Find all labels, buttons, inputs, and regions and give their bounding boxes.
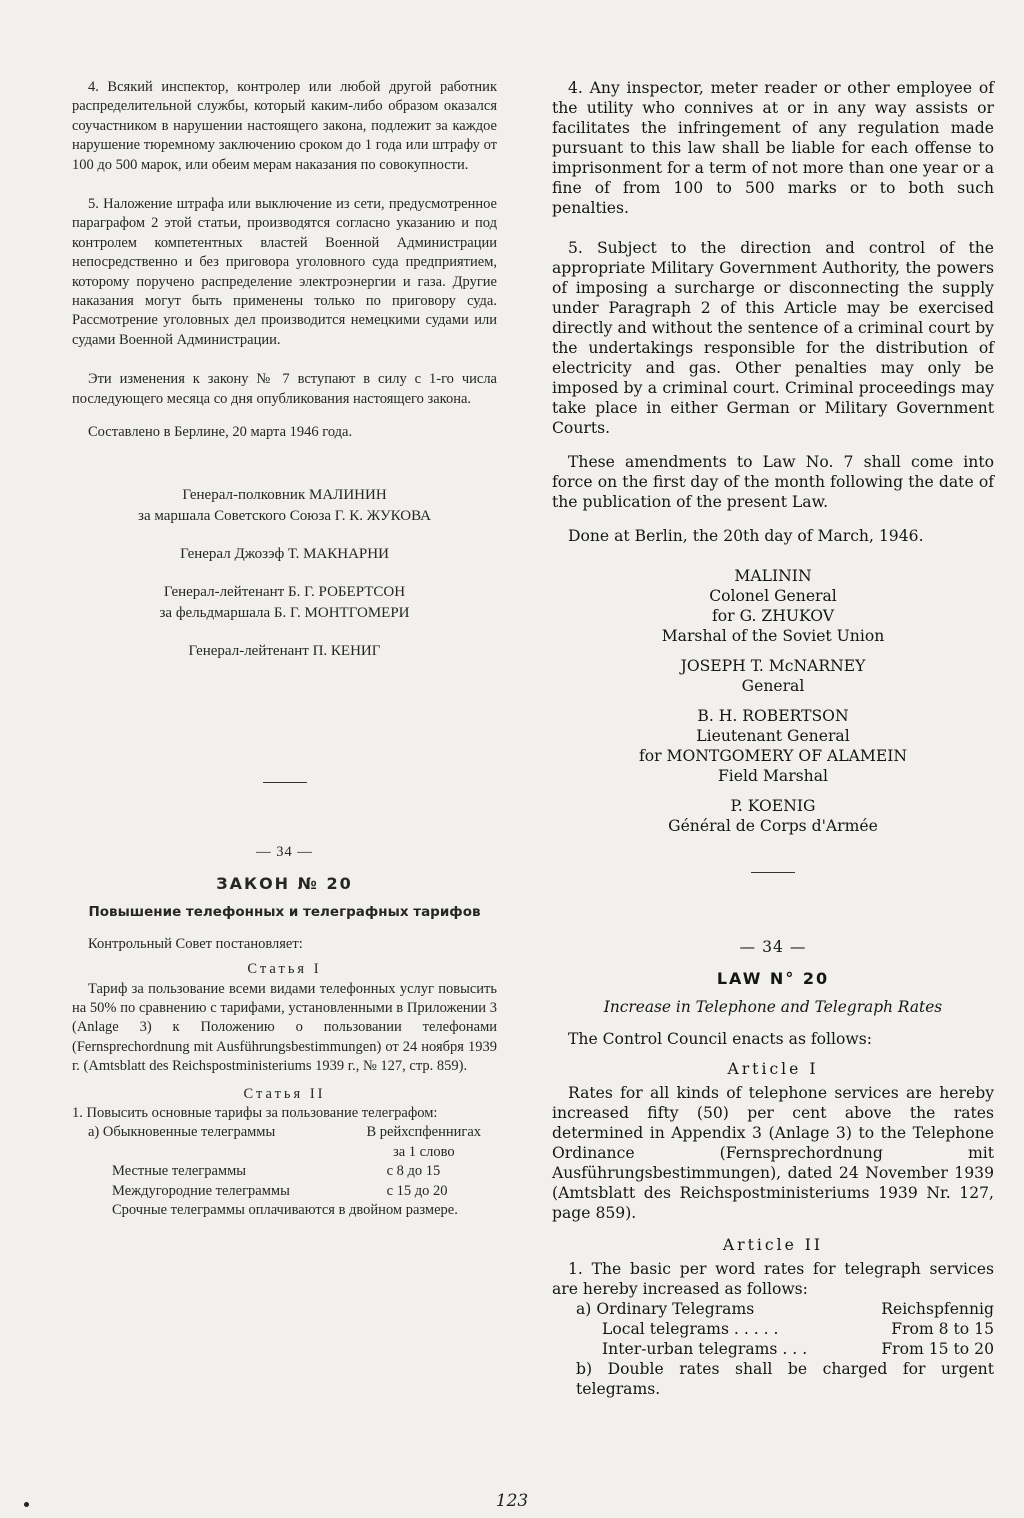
ru-signature-koenig: Генерал-лейтенант П. КЕНИГ <box>188 642 381 659</box>
en-signature-mcnarney-rank: General <box>741 677 805 695</box>
en-signature-mcnarney: JOSEPH T. McNARNEY <box>680 657 866 675</box>
ru-paragraph-5: 5. Наложение штрафа или выключение из сети, предусмотренное параграфом 2 этой статьи, производятся согласно указанию и под контролем компетентных властей Военной Администрации непосредственно и без приговора уголовного суда предприятием, которому поручено распределение электроэнергии и газа. Другие наказания могут быть применены только по приговору суда. Рассмотрение уголовных дел производится немецкими судами или судами Военной Администрации. <box>72 196 497 348</box>
ru-rates-ordinary: а) Обыкновенные телеграммы <box>88 1124 276 1141</box>
ru-urgent-note: Срочные телеграммы оплачиваются в двойном размере. <box>112 1202 458 1218</box>
ru-rates-unit: В рейхспфеннигах <box>366 1124 482 1141</box>
en-signature-montgomery-rank: Field Marshal <box>717 767 828 785</box>
ru-signature-zhukov: за маршала Советского Союза Г. К. ЖУКОВА <box>138 507 431 524</box>
en-rates-ordinary: a) Ordinary Telegrams <box>576 1300 755 1318</box>
en-signature-montgomery: for MONTGOMERY OF ALAMEIN <box>638 747 908 765</box>
russian-column <box>72 78 497 1220</box>
en-rates-table <box>552 1299 994 1359</box>
en-law-title: LAW N° 20 <box>716 969 830 988</box>
table-row <box>552 1339 994 1359</box>
en-local-value: From 8 to 15 <box>891 1320 994 1338</box>
table-row <box>72 1182 497 1201</box>
ru-signature-mcnarney: Генерал Джозэф Т. МАКНАРНИ <box>180 545 389 562</box>
en-signature-koenig-rank: Général de Corps d'Armée <box>668 817 878 835</box>
en-inter-value: From 15 to 20 <box>881 1340 994 1358</box>
scan-speck <box>24 1502 29 1507</box>
en-local-label: Local telegrams . . . . . <box>602 1320 779 1338</box>
en-signatures <box>552 566 994 836</box>
ru-signature-montgomery: за фельдмаршала Б. Г. МОНТГОМЕРИ <box>159 604 410 621</box>
ru-inter-value: с 15 до 20 <box>386 1182 448 1199</box>
ru-article-1-text: Тариф за пользование всеми видами телефонных услуг повысить на 50% по сравнению с тарифами, установленными в Приложении 3 (Anlage 3) к Положению о пользовании телефонами (Fernsprechordnung mit Ausführungsbestimmungen) от 24 ноября 1939 г. (Amtsblatt des Reichspostministeriums 1939 г., № 127, стр. 859). <box>72 980 497 1075</box>
ru-enacts: Контрольный Совет постановляет: <box>88 935 303 952</box>
en-page-marker: — 34 — <box>739 938 807 956</box>
ru-article-1-heading: Статья I <box>247 961 322 978</box>
en-signature-robertson-rank: Lieutenant General <box>696 727 850 745</box>
en-signature-malinin: MALININ <box>734 567 812 585</box>
en-paragraph-5: 5. Subject to the direction and control of the appropriate Military Government Authority, the powers of imposing a surcharge or disconnecting the supply under Paragraph 2 of this Article may be exercised directly and without the sentence of a criminal court by the undertakings responsible for the distribution of electricity and gas. Other penalties may only be imposed by a criminal court. Criminal proceedings may take place in either German or Military Government Courts. <box>552 239 994 437</box>
en-article-1-text: Rates for all kinds of telephone services are hereby increased fifty (50) per cent above the rates determined in Appendix 3 (Anlage 3) to the Telephone Ordinance (Fernsprechordnung mit Ausführungsbestimmungen), dated 24 November 1939 (Amtsblatt des Reichspostministeriums 1939 Nr. 127, page 859). <box>552 1084 994 1222</box>
en-article-2-text: 1. The basic per word rates for telegraph services are hereby increased as follows: <box>552 1260 994 1298</box>
en-article-1-heading: Article I <box>727 1060 819 1078</box>
ru-rates-unit-per-word: за 1 слово <box>392 1143 455 1160</box>
ru-inter-label: Междугородние телеграммы <box>112 1182 290 1199</box>
en-signature-koenig: P. KOENIG <box>730 797 816 815</box>
en-signature-malinin-rank: Colonel General <box>709 587 837 605</box>
en-enacts: The Control Council enacts as follows: <box>568 1030 873 1048</box>
ru-local-label: Местные телеграммы <box>112 1163 247 1180</box>
table-row <box>552 1319 994 1339</box>
en-signature-zhukov-rank: Marshal of the Soviet Union <box>661 627 885 645</box>
ru-article-2-heading: Статья II <box>243 1085 326 1102</box>
ru-amendment-note: Эти изменения к закону № 7 вступают в силу с 1-го числа последующего месяца со дня опубликования настоящего закона. <box>72 371 497 407</box>
ru-signature-malinin: Генерал-полковник МАЛИНИН <box>182 486 387 503</box>
english-column <box>552 78 994 1399</box>
en-inter-label: Inter-urban telegrams . . . <box>602 1340 808 1358</box>
en-signature-zhukov: for G. ZHUKOV <box>712 607 834 625</box>
en-amendment-note: These amendments to Law No. 7 shall come into force on the first day of the month following the date of the publication of the present Law. <box>552 453 994 511</box>
en-article-2-heading: Article II <box>722 1236 824 1254</box>
ru-rates-table <box>72 1123 497 1201</box>
en-law-subtitle: Increase in Telephone and Telegraph Rates <box>603 998 943 1016</box>
en-paragraph-4: 4. Any inspector, meter reader or other employee of the utility who connives at or in any way assists or facilitates the infringement of any regulation made pursuant to this law shall be liable for each offense to imprisonment for a term of not more than one year or a fine of from 100 to 500 marks or to both such penalties. <box>552 79 994 217</box>
ru-signatures <box>72 485 497 662</box>
en-signature-robertson: B. H. ROBERTSON <box>697 707 849 725</box>
ru-article-2-text: 1. Повысить основные тарифы за пользование телеграфом: <box>72 1104 438 1121</box>
ru-paragraph-4: 4. Всякий инспектор, контролер или любой другой работник распределительной службы, который каким-либо образом оказался соучастником в нарушении настоящего закона, подлежит за каждое нарушение тюремному заключению сроком до 1 года или штрафу от 100 до 500 марок, или обеим мерам наказания по совокупности. <box>72 79 497 173</box>
en-rates-unit: Reichspfennig <box>881 1300 994 1318</box>
ru-page-marker: — 34 — <box>256 843 313 860</box>
en-urgent-note: b) Double rates shall be charged for urgent telegrams. <box>576 1360 994 1398</box>
ru-law-title: ЗАКОН № 20 <box>216 873 353 893</box>
ru-law-subtitle: Повышение телефонных и телеграфных тарифов <box>88 904 481 921</box>
ru-done-at: Составлено в Берлине, 20 марта 1946 года. <box>88 424 353 441</box>
footer-page-number: 123 <box>495 1491 529 1511</box>
table-row <box>72 1162 497 1181</box>
ru-local-value: с 8 до 15 <box>386 1163 441 1180</box>
en-done-at: Done at Berlin, the 20th day of March, 1946. <box>568 527 924 545</box>
ru-signature-robertson: Генерал-лейтенант Б. Г. РОБЕРТСОН <box>163 583 406 600</box>
